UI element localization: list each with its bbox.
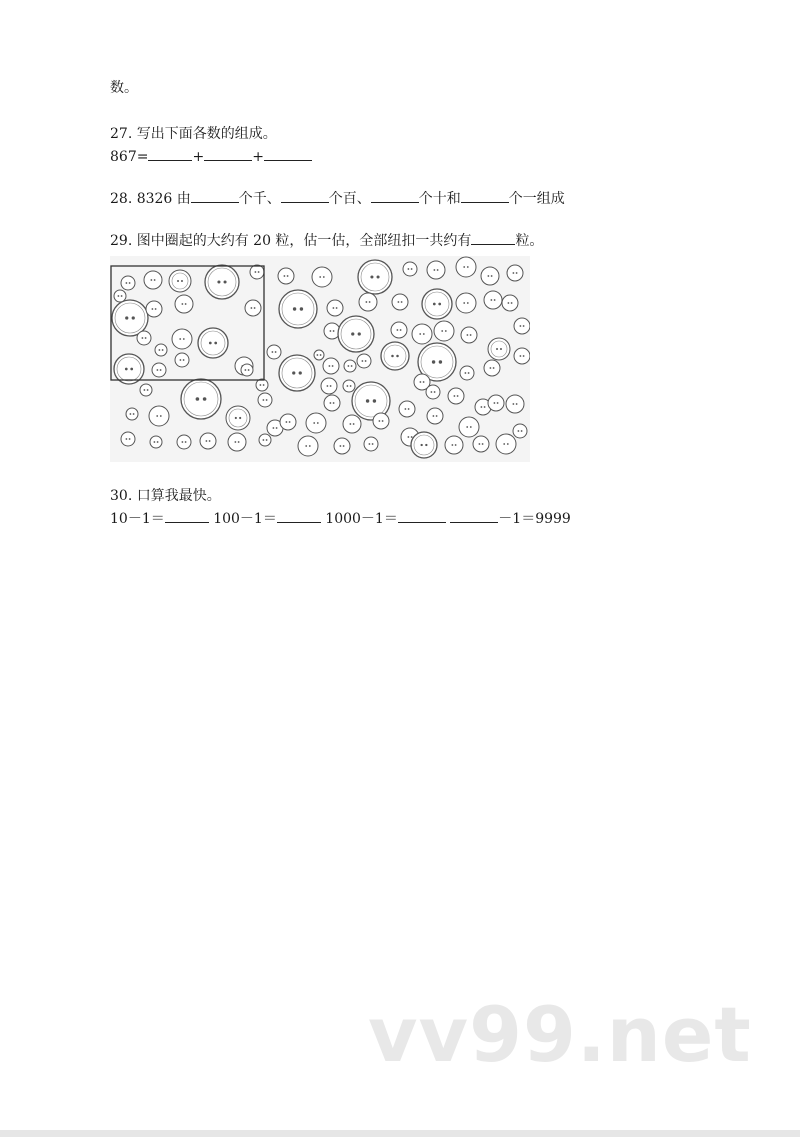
button-drawing <box>306 413 326 433</box>
answer-blank[interactable] <box>281 188 329 203</box>
plus-sign: + <box>192 149 205 165</box>
button-drawing <box>177 435 191 449</box>
button-drawing <box>412 324 432 344</box>
q27-title: 27. 写出下面各数的组成。 <box>110 126 277 142</box>
button-drawing <box>279 355 315 391</box>
button-drawing <box>456 293 476 313</box>
answer-blank[interactable] <box>471 230 515 245</box>
plus-sign: + <box>252 149 264 165</box>
button-drawing <box>473 436 489 452</box>
button-drawing <box>496 434 516 454</box>
q28-one: 个一组成 <box>508 191 565 207</box>
button-drawing <box>258 393 272 407</box>
button-drawing <box>426 385 440 399</box>
answer-blank[interactable] <box>277 508 321 523</box>
answer-blank[interactable] <box>264 146 312 161</box>
button-drawing <box>484 360 500 376</box>
buttons-figure <box>110 256 530 462</box>
button-drawing <box>144 271 162 289</box>
button-drawing <box>422 289 452 319</box>
q29-line <box>110 230 543 251</box>
button-drawing <box>146 301 162 317</box>
q27-lhs: 867= <box>110 149 149 165</box>
q28-prefix: 28. 8326 由 <box>110 191 191 207</box>
button-drawing <box>114 290 126 302</box>
q30-expr-3: 1000－1＝ <box>325 511 398 527</box>
button-drawing <box>321 378 337 394</box>
q29-text: 29. 图中圈起的大约有 20 粒，估一估，全部纽扣一共约有 <box>110 233 472 249</box>
button-drawing <box>334 438 350 454</box>
button-drawing <box>181 379 221 419</box>
button-drawing <box>155 344 167 356</box>
button-drawing <box>279 290 317 328</box>
button-drawing <box>169 270 191 292</box>
button-drawing <box>256 379 268 391</box>
button-drawing <box>126 408 138 420</box>
q27-expression <box>110 146 312 167</box>
q30-expressions <box>110 508 571 529</box>
button-drawing <box>484 291 502 309</box>
button-drawing <box>152 363 166 377</box>
answer-blank[interactable] <box>371 188 419 203</box>
button-drawing <box>324 395 340 411</box>
button-drawing <box>327 300 343 316</box>
button-drawing <box>513 424 527 438</box>
button-drawing <box>314 350 324 360</box>
q28-line <box>110 188 565 209</box>
button-drawing <box>481 267 499 285</box>
button-drawing <box>461 327 477 343</box>
button-drawing <box>259 434 271 446</box>
button-drawing <box>198 328 228 358</box>
q28-hundred: 个百、 <box>328 191 371 207</box>
answer-blank[interactable] <box>148 146 192 161</box>
button-drawing <box>241 364 253 376</box>
answer-blank[interactable] <box>450 508 498 523</box>
button-drawing <box>344 360 356 372</box>
watermark: vv99.net <box>368 990 752 1079</box>
button-drawing <box>343 380 355 392</box>
q30-expr-1: 10－1＝ <box>110 511 165 527</box>
button-drawing <box>488 338 510 360</box>
button-drawing <box>267 345 281 359</box>
button-drawing <box>149 406 169 426</box>
answer-blank[interactable] <box>204 146 252 161</box>
button-drawing <box>460 366 474 380</box>
button-drawing <box>359 293 377 311</box>
button-drawing <box>357 354 371 368</box>
q30-title: 30. 口算我最快。 <box>110 488 221 504</box>
button-drawing <box>250 265 264 279</box>
answer-blank[interactable] <box>165 508 209 523</box>
q28-thousand: 个千、 <box>238 191 281 207</box>
button-drawing <box>445 436 463 454</box>
carryover-text: 数。 <box>110 80 138 96</box>
button-drawing <box>205 265 239 299</box>
button-drawing <box>343 415 361 433</box>
button-drawing <box>507 265 523 281</box>
button-drawing <box>338 316 374 352</box>
q30-expr-2: 100－1＝ <box>213 511 277 527</box>
button-drawing <box>228 433 246 451</box>
button-drawing <box>298 436 318 456</box>
button-drawing <box>226 406 250 430</box>
button-drawing <box>391 322 407 338</box>
button-drawing <box>381 342 409 370</box>
button-drawing <box>245 300 261 316</box>
button-drawing <box>323 358 339 374</box>
button-drawing <box>280 414 296 430</box>
button-drawing <box>434 321 454 341</box>
button-drawing <box>172 329 192 349</box>
button-drawing <box>502 295 518 311</box>
button-drawing <box>448 388 464 404</box>
button-drawing <box>459 417 479 437</box>
button-drawing <box>411 432 437 458</box>
q30-expr-4: －1＝9999 <box>498 511 571 527</box>
button-drawing <box>121 276 135 290</box>
button-drawing <box>427 261 445 279</box>
button-drawing <box>514 318 530 334</box>
button-drawing <box>121 432 135 446</box>
button-drawing <box>427 408 443 424</box>
button-drawing <box>488 395 504 411</box>
button-drawing <box>364 437 378 451</box>
button-drawing <box>278 268 294 284</box>
button-drawing <box>399 401 415 417</box>
button-drawing <box>140 384 152 396</box>
buttons-illustration <box>110 256 530 462</box>
q29-suffix: 粒。 <box>515 233 544 249</box>
button-drawing <box>312 267 332 287</box>
button-drawing <box>456 257 476 277</box>
answer-blank[interactable] <box>191 188 239 203</box>
button-drawing <box>514 348 530 364</box>
button-drawing <box>392 294 408 310</box>
answer-blank[interactable] <box>398 508 446 523</box>
button-drawing <box>150 436 162 448</box>
answer-blank[interactable] <box>461 188 509 203</box>
button-drawing <box>175 295 193 313</box>
button-drawing <box>175 353 189 367</box>
q28-ten: 个十和 <box>418 191 461 207</box>
button-drawing <box>403 262 417 276</box>
button-drawing <box>200 433 216 449</box>
button-drawing <box>112 300 148 336</box>
button-drawing <box>373 413 389 429</box>
button-drawing <box>506 395 524 413</box>
page-bottom-edge <box>0 1130 800 1137</box>
button-drawing <box>137 331 151 345</box>
button-drawing <box>358 260 392 294</box>
